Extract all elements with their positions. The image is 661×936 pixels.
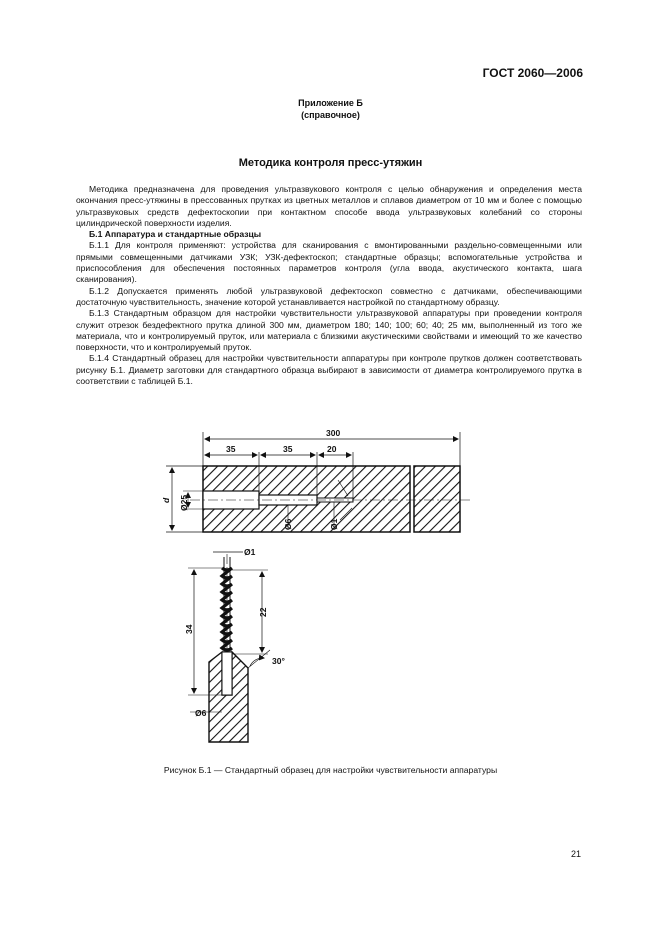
- dim-dia6: Ø6: [283, 518, 293, 530]
- dim-dia6-bottom: Ø6: [195, 708, 207, 718]
- annex-title: Приложение Б: [298, 98, 363, 108]
- dim-20: 20: [327, 444, 337, 454]
- dim-dia1: Ø1: [329, 518, 339, 530]
- paragraph-b-1-3: Б.1.3 Стандартным образцом для настройки чувствительности ультразвуковой аппаратуры при проведении контроля служит отрезок бездефектного прутка длиной 300 мм, диаметром 180; 140; 100; 60; 40; 25 мм, выполненный из того же материала, что и контролируемый пруток, или материала с близкими акустическими свойствами и имеющий то же качество поверхности, что и контролируемый пруток.: [76, 308, 582, 353]
- dim-angle: 30°: [272, 656, 285, 666]
- subsection-heading: Б.1 Аппаратура и стандартные образцы: [89, 229, 262, 240]
- dim-d: d: [161, 497, 171, 503]
- dim-total-length: 300: [326, 428, 341, 438]
- dim-34: 34: [184, 624, 194, 634]
- page-number: 21: [570, 849, 581, 859]
- figure-caption: Рисунок Б.1 — Стандартный образец для настройки чувствительности аппаратуры: [163, 765, 498, 775]
- detail-view: [184, 547, 285, 742]
- section-title: Методика контроля пресс-утяжин: [238, 157, 423, 169]
- annex-note: (справочное): [301, 110, 360, 120]
- dim-dia25: Ø25: [179, 494, 189, 511]
- paragraph-b-1-1: Б.1.1 Для контроля применяют: устройства для сканирования с вмонтированными раздельно-совмещенными или прямыми совмещенными датчиками УЗК; УЗК-дефектоскоп; стандартные образцы; вспомогательные устройства и приспособления для обеспечения постоянных параметров контроля (угла ввода, акустического контакта, шага сканирования).: [76, 240, 582, 285]
- dim-dia1-top: Ø1: [244, 547, 256, 557]
- left-dimensions: [161, 466, 203, 532]
- paragraph-b-1-2: Б.1.2 Допускается применять любой ультразвуковой дефектоскоп совместно с датчиками, обеспечивающими достаточную чувствительность, значение которой устанавливается настройкой по стандартному образцу.: [76, 285, 582, 307]
- paragraph-intro: Методика предназначена для проведения ультразвукового контроля с целью обнаружения и определения места окончания пресс-утяжины в прессованных прутках из цветных металлов и сплавов диаметром от 10 мм и более с помощью ультразвуковых средств дефектоскопии при контактном способе ввода ультразвуковых колебаний со стороны цилиндрической поверхности изделия.: [76, 184, 582, 228]
- paragraph-b-1-4: Б.1.4 Стандартный образец для настройки чувствительности аппаратуры при контроле прутков должен соответствовать рисунку Б.1. Диаметр заготовки для стандартного образца выбирают в зависимости от диаметра контролируемого прутка в соответствии с таблицей Б.1.: [76, 353, 582, 387]
- standard-number: ГОСТ 2060—2006: [482, 66, 583, 80]
- dim-35-first: 35: [226, 444, 236, 454]
- dim-35-second: 35: [283, 444, 293, 454]
- dim-22: 22: [258, 607, 268, 617]
